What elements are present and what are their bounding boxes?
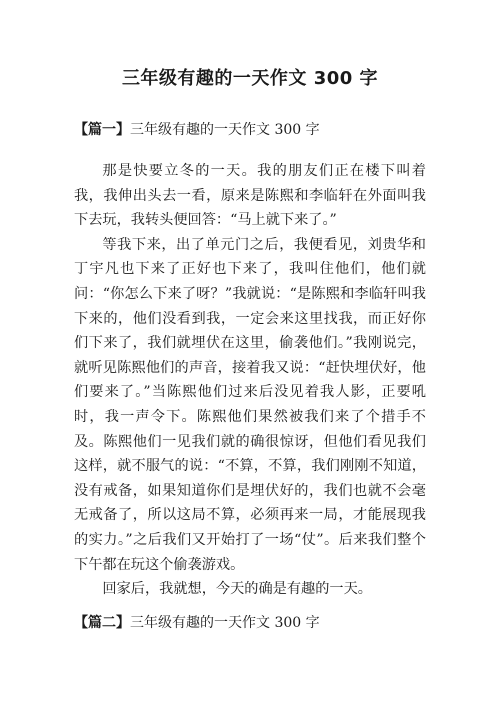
section-heading-text-2: 三年级有趣的一天作文 300 字 <box>130 615 320 631</box>
section-body-1 <box>74 159 426 602</box>
section-label-2: 【篇二】 <box>74 615 130 631</box>
document-title: 三年级有趣的一天作文 300 字 <box>121 68 379 89</box>
section-heading-1 <box>74 119 320 139</box>
paragraph-3: 回家后，我就想，今天的确是有趣的一天。 <box>102 581 372 598</box>
section-label-1: 【篇一】 <box>74 122 130 138</box>
paragraph-2: 等我下来，出了单元门之后，我便看见，刘贵华和丁宇凡也下来了正好也下来了，我叫住他们，他们就问：“你怎么下来了呀？”我就说：“是陈熙和李临轩叫我下来的，他们没看到我，一定会来这里找我，而正好你们下来了，我们就埋伏在这里，偷袭他们。”我刚说完，就听见陈熙他们的声音，接着我又说：“赶快埋伏好，他们要来了。”当陈熙他们过来后没见着我人影，正要吼时，我一声令下。陈熙他们果然被我们来了个措手不及。陈熙他们一见我们就的确很惊讶，但他们看见我们这样，就不服气的说：“不算，不算，我们刚刚不知道，没有戒备，如果知道你们是埋伏好的，我们也就不会毫无戒备了，所以这局不算，必须再来一局，才能展现我的实力。”之后我们又开始打了一场“仗”。后来我们整个下午都在玩这个偷袭游戏。 <box>74 236 426 573</box>
paragraph-1: 那是快要立冬的一天。我的朋友们正在楼下叫着我，我伸出头去一看，原来是陈熙和李临轩在外面叫我下去玩，我转头便回答：“马上就下来了。” <box>74 163 426 229</box>
section-heading-text-1: 三年级有趣的一天作文 300 字 <box>130 122 320 138</box>
section-heading-2 <box>74 612 320 632</box>
